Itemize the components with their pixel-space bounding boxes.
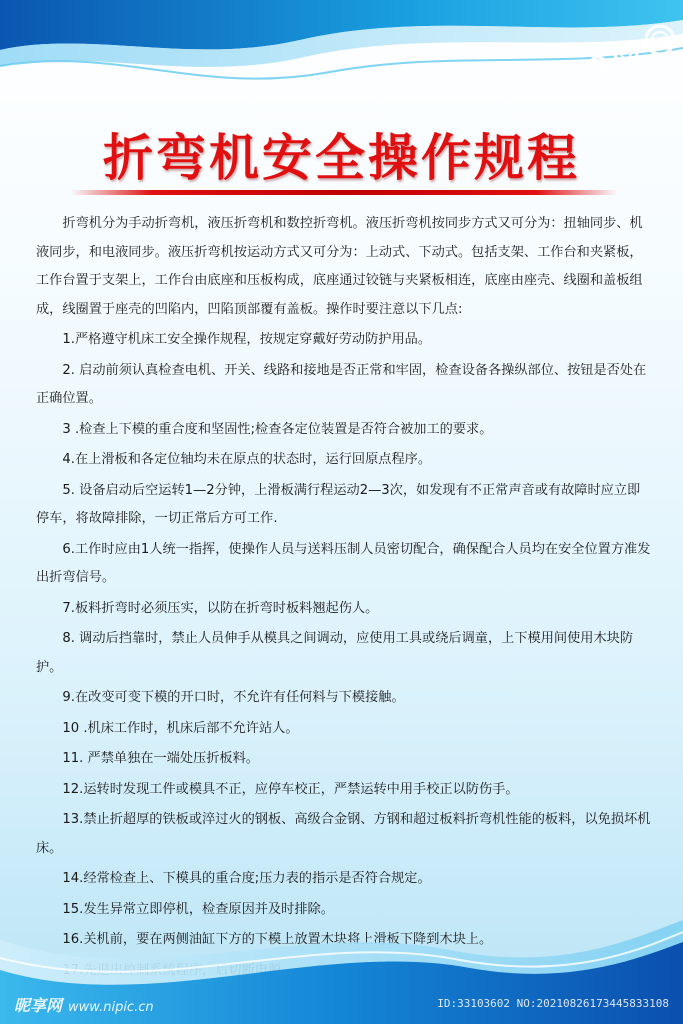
list-item: 16.关机前，要在两侧油缸下方的下模上放置木块将上滑板下降到木块上。	[62, 932, 493, 947]
list-item: 11. 严禁单独在一端处压折板料。	[62, 751, 259, 766]
list-item: 6.工作时应由1人统一指挥，使操作人员与送料压制人员密切配合，确保配合人员均在安全位置方准发出折弯信号。	[36, 541, 651, 585]
watermark-site: www.nipic.cn	[68, 1000, 154, 1015]
watermark-id: ID:33103602 NO:20210826173445833108	[437, 997, 669, 1010]
title-underline	[70, 190, 618, 195]
list-item: 9.在改变可变下模的开口时，不允许有任何料与下模接触。	[62, 690, 405, 705]
list-item: 15.发生异常立即停机，检查原因并及时排除。	[62, 901, 334, 917]
circle-decoration	[550, 18, 680, 88]
list-item: 3 .检查上下模的重合度和坚固性;检查各定位装置是否符合被加工的要求。	[62, 421, 493, 437]
list-item: 13.禁止折超厚的铁板或淬过火的钢板、高级合金钢、方钢和超过板料折弯机性能的板料，以免损坏机床。	[36, 812, 651, 856]
list-item: 4.在上滑板和各定位轴均未在原点的状态时，运行回原点程序。	[62, 452, 432, 467]
list-item: 14.经常检查上、下模具的重合度;压力表的指示是否符合规定。	[62, 871, 431, 886]
list-item: 10 .机床工作时，机床后部不允许站人。	[62, 720, 299, 736]
watermark-brand	[14, 993, 154, 1016]
list-item: 7.板料折弯时必须压实，以防在折弯时板料翘起伤人。	[62, 600, 379, 616]
list-item: 8. 调动后挡靠时，禁止人员伸手从模具之间调动，应使用工具或绕后调童，上下模用间使用木块防护。	[36, 631, 634, 675]
intro-paragraph: 折弯机分为手动折弯机，液压折弯机和数控折弯机。液压折弯机按同步方式又可分为：扭轴同步、机液同步，和电液同步。液压折弯机按运动方式又可分为：上动式、下动式。包括支架、工作台和夹紧板，工作台置于支架上，工作台由底座和压板构成，底座通过铰链与夹紧板相连，底座由座壳、线圈和盖板组成，线圈置于座壳的凹陷内，凹陷顶部覆有盖板。操作时要注意以下几点:	[36, 216, 643, 317]
list-item: 5. 设备启动后空运转1—2分钟，上滑板满行程运动2—3次，如发现有不正常声音或有故障时应立即停车，将故障排除，一切正常后方可工作.	[36, 482, 641, 526]
list-item: 2. 启动前须认真检查电机、开关、线路和接地是否正常和牢固，检查设备各操纵部位、按钮是否处在正确位置。	[36, 362, 647, 406]
content-body	[36, 210, 652, 987]
list-item: 12.运转时发现工件或模具不正，应停车校正，严禁运转中用手校正以防伤手。	[62, 781, 519, 797]
list-item: 1.严格遵守机床工安全操作规程，按规定穿戴好劳动防护用品。	[62, 332, 432, 347]
page-title: 折弯机安全操作规程	[103, 129, 580, 187]
watermark-brand-text: 昵享网	[14, 996, 63, 1015]
